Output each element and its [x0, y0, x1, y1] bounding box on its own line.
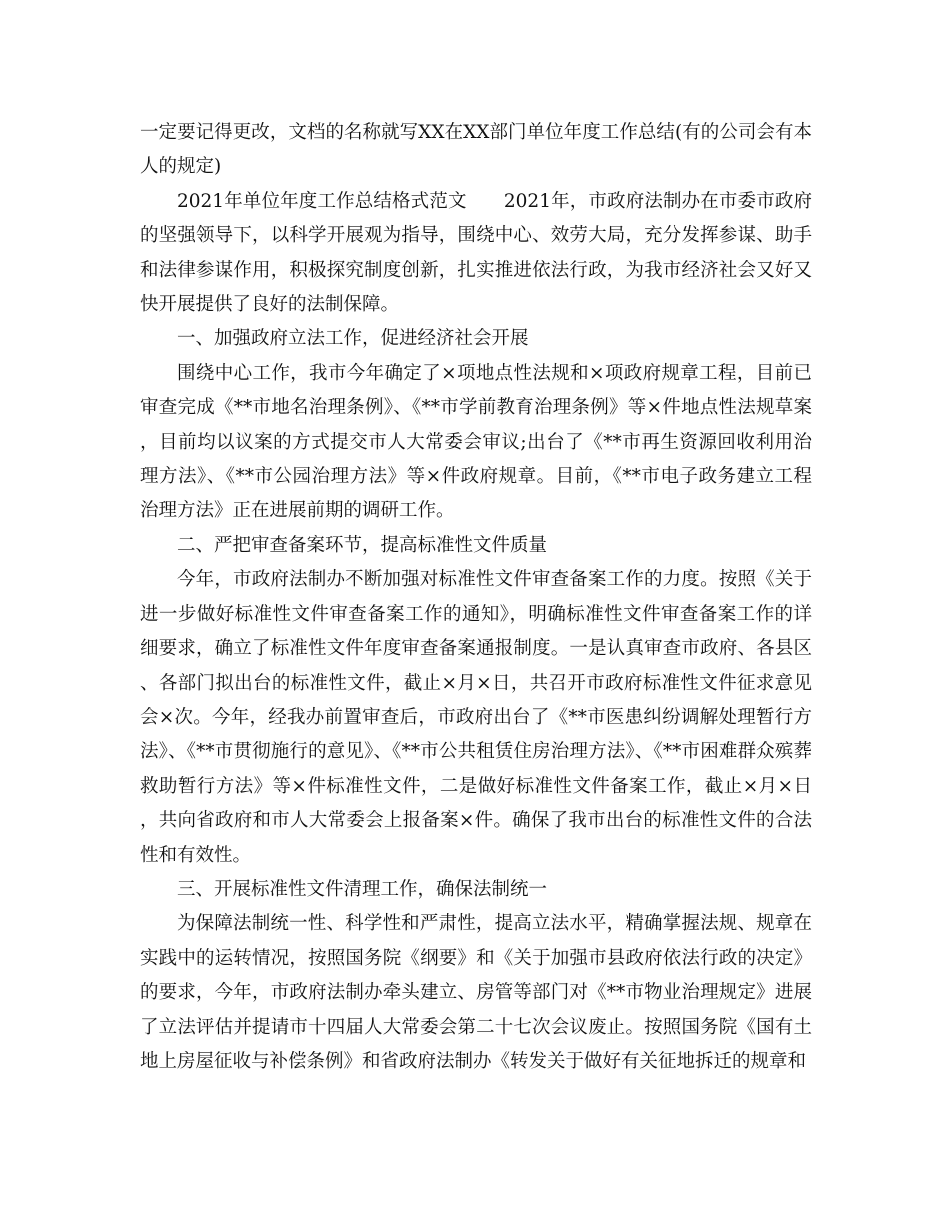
section-heading-2: 二、严把审查备案环节，提高标准性文件质量: [177, 534, 548, 556]
paragraph-intro-note: 一定要记得更改，文档的名称就写XX在XX部门单位年度工作总结(有的公司会有本人的规定): [140, 122, 812, 178]
section-heading-3: 三、开展标准性文件清理工作，确保法制统一: [177, 878, 548, 900]
section-heading-1: 一、加强政府立法工作，促进经济社会开展: [177, 328, 529, 350]
paragraph-section-1-body: 围绕中心工作，我市今年确定了×项地点性法规和×项政府规章工程，目前已审查完成《**市地名治理条例》、《**市学前教育治理条例》等×件地点性法规草案，目前均以议案的方式提交市人大常委会审议;出台了《**市再生资源回收利用治理方法》、《**市公园治理方法》等×件政府规章。目前，《**市电子政务建立工程治理方法》正在进展前期的调研工作。: [140, 362, 812, 522]
paragraph-section-2-body: 今年，市政府法制办不断加强对标准性文件审查备案工作的力度。按照《关于进一步做好标准性文件审查备案工作的通知》，明确标准性文件审查备案工作的详细要求，确立了标准性文件年度审查备案通报制度。一是认真审查市政府、各县区、各部门拟出台的标准性文件，截止×月×日，共召开市政府标准性文件征求意见会×次。今年，经我办前置审查后，市政府出台了《**市医患纠纷调解处理暂行方法》、《**市贯彻施行的意见》、《**市公共租赁住房治理方法》、《**市困难群众殡葬救助暂行方法》等×件标准性文件，二是做好标准性文件备案工作，截止×月×日，共向省政府和市人大常委会上报备案×件。确保了我市出台的标准性文件的合法性和有效性。: [140, 569, 812, 866]
paragraph-section-3-body: 为保障法制统一性、科学性和严肃性，提高立法水平，精确掌握法规、规章在实践中的运转情况，按照国务院《纲要》和《关于加强市县政府依法行政的决定》的要求，今年，市政府法制办牵头建立、房管等部门对《**市物业治理规定》进展了立法评估并提请市十四届人大常委会第二十七次会议废止。按照国务院《国有土地上房屋征收与补偿条例》和省政府法制办《转发关于做好有关征地拆迁的规章和: [140, 913, 812, 1072]
paragraph-summary-opening: 2021年单位年度工作总结格式范文 2021年，市政府法制办在市委市政府的坚强领导下，以科学开展观为指导，围绕中心、效劳大局，充分发挥参谋、助手和法律参谋作用，积极探究制度创新，扎实推进依法行政，为我市经济社会又好又快开展提供了良好的法制保障。: [140, 190, 812, 316]
document-page: [140, 116, 812, 1079]
